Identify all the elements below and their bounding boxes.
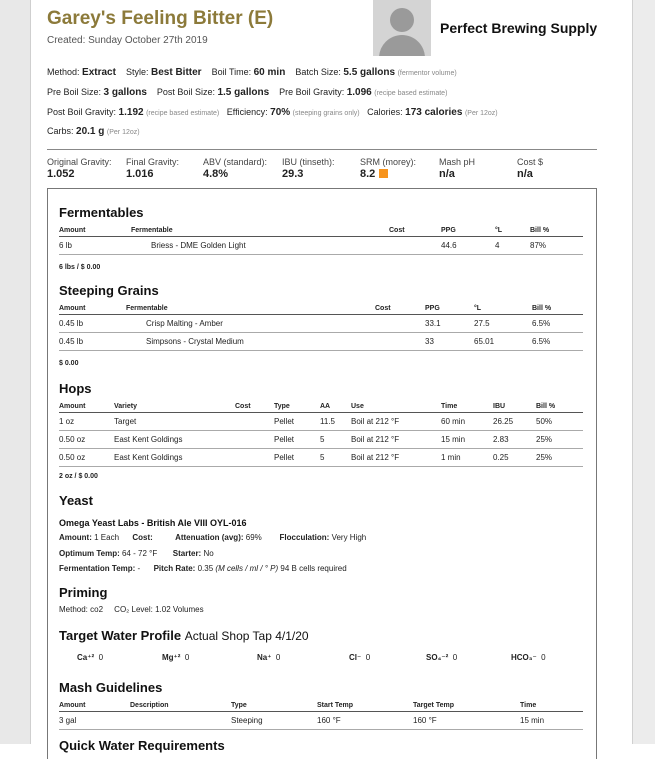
meta-line-3 — [47, 107, 498, 118]
ion-bicarbonate — [511, 653, 546, 662]
description-cell — [130, 712, 231, 730]
time-cell: 60 min — [441, 413, 493, 431]
cost-cell — [235, 431, 274, 449]
column-header: Time — [520, 699, 583, 712]
stat-label: Cost $ — [517, 157, 544, 167]
bill-cell: 6.5% — [532, 315, 583, 333]
stat-label: IBU (tinseth): — [282, 157, 335, 167]
stat-cost — [517, 157, 543, 180]
amount-cell: 0.45 lb — [59, 315, 126, 333]
column-header: Amount — [59, 302, 126, 315]
table-row — [59, 712, 583, 730]
mash-guidelines-title: Mash Guidelines — [59, 680, 163, 695]
priming-method-label: Method: — [59, 605, 88, 614]
use-cell: Boil at 212 °F — [351, 413, 441, 431]
fermentable-cell: Briess - DME Golden Light — [131, 237, 389, 255]
stat-original-gravity — [47, 157, 112, 180]
pitch-rate-units: (M cells / ml / ° P) — [215, 564, 279, 573]
use-cell: Boil at 212 °F — [351, 431, 441, 449]
stat-value: 8.2 — [360, 168, 376, 180]
column-header: Type — [231, 699, 317, 712]
cost-cell — [235, 413, 274, 431]
post-boil-gravity-value: 1.192 — [118, 107, 144, 118]
steeping-grains-title: Steeping Grains — [59, 283, 159, 298]
column-header: Fermentable — [131, 224, 389, 237]
ion-magnesium — [162, 653, 189, 662]
column-header: PPG — [441, 224, 495, 237]
stat-srm — [360, 157, 416, 180]
batch-size-label: Batch Size: — [295, 67, 341, 77]
stat-value: 29.3 — [282, 168, 304, 180]
optimum-temp-label: Optimum Temp: — [59, 549, 120, 558]
time-cell: 15 min — [520, 712, 583, 730]
variety-cell: East Kent Goldings — [114, 449, 235, 467]
table-header-row — [59, 302, 583, 315]
ion-value: 0 — [184, 653, 190, 662]
ion-label: Na⁺ — [257, 653, 272, 662]
hops-table — [59, 400, 583, 467]
column-header: °L — [495, 224, 530, 237]
amount-cell: 1 oz — [59, 413, 114, 431]
bill-cell: 87% — [530, 237, 583, 255]
table-row — [59, 431, 583, 449]
yeast-line-2 — [59, 549, 214, 558]
starter-value: No — [203, 549, 214, 558]
yeast-line-3 — [59, 564, 347, 573]
recipe-details-box — [47, 188, 597, 759]
pre-boil-gravity-note: (recipe based estimate) — [374, 90, 448, 97]
stat-label: Original Gravity: — [47, 157, 112, 167]
time-cell: 15 min — [441, 431, 493, 449]
column-header: Description — [130, 699, 231, 712]
stat-value: 4.8% — [203, 168, 229, 180]
fermentation-temp-value: - — [137, 564, 141, 573]
steeping-grains-table — [59, 302, 583, 351]
fermentables-table — [59, 224, 583, 255]
efficiency-value: 70% — [270, 107, 291, 118]
start-temp-cell: 160 °F — [317, 712, 413, 730]
time-cell: 1 min — [441, 449, 493, 467]
pitch-rate-required: 94 B cells required — [280, 564, 347, 573]
amount-cell: 6 lb — [59, 237, 131, 255]
efficiency-note: (steeping grains only) — [292, 110, 360, 117]
fermentables-summary: 6 lbs / $ 0.00 — [59, 264, 101, 271]
ppg-cell: 44.6 — [441, 237, 495, 255]
calories-note: (Per 12oz) — [464, 110, 498, 117]
hops-title: Hops — [59, 381, 92, 396]
amount-cell: 3 gal — [59, 712, 130, 730]
carbs-note: (Per 12oz) — [106, 129, 140, 136]
table-header-row — [59, 224, 583, 237]
column-header: Bill % — [536, 400, 583, 413]
pre-boil-size-label: Pre Boil Size: — [47, 87, 102, 97]
ion-label: Cl⁻ — [349, 653, 362, 662]
calories-value: 173 calories — [405, 107, 463, 118]
pre-boil-gravity-label: Pre Boil Gravity: — [279, 87, 345, 97]
fermentable-cell: Crisp Malting - Amber — [126, 315, 375, 333]
column-header: IBU — [493, 400, 536, 413]
yeast-line-1 — [59, 533, 366, 542]
avatar — [373, 0, 431, 56]
aa-cell: 5 — [320, 449, 351, 467]
amount-label: Amount: — [59, 533, 92, 542]
aa-cell: 5 — [320, 431, 351, 449]
aa-cell: 11.5 — [320, 413, 351, 431]
variety-cell: East Kent Goldings — [114, 431, 235, 449]
cost-label: Cost: — [132, 533, 153, 542]
stat-value: n/a — [439, 168, 455, 180]
ion-label: SO₄⁻² — [426, 653, 449, 662]
column-header: Time — [441, 400, 493, 413]
boil-time-label: Boil Time: — [211, 67, 252, 77]
ibu-cell: 2.83 — [493, 431, 536, 449]
co2-level-label: CO₂ Level: — [114, 605, 153, 614]
meta-line-4 — [47, 126, 140, 137]
method-label: Method: — [47, 67, 80, 77]
stat-value: 1.016 — [126, 168, 154, 180]
priming-line — [59, 605, 204, 614]
pitch-rate-value: 0.35 — [197, 564, 214, 573]
ion-sulfate — [426, 653, 457, 662]
stat-mash-ph — [439, 157, 475, 180]
bill-cell: 25% — [536, 449, 583, 467]
post-boil-size-label: Post Boil Size: — [156, 87, 215, 97]
style-label: Style: — [125, 67, 149, 77]
stat-label: Mash pH — [439, 157, 476, 167]
pre-boil-size-value: 3 gallons — [103, 87, 147, 98]
table-row — [59, 449, 583, 467]
ion-label: Mg⁺² — [162, 653, 181, 662]
method-value: Extract — [82, 67, 116, 78]
ion-value: 0 — [98, 653, 104, 662]
yeast-name: Omega Yeast Labs - British Ale VIII OYL-016 — [59, 518, 247, 528]
meta-line-2 — [47, 87, 447, 98]
column-header: Type — [274, 400, 320, 413]
column-header: Amount — [59, 699, 130, 712]
table-row — [59, 333, 583, 351]
mash-guidelines-table — [59, 699, 583, 730]
use-cell: Boil at 212 °F — [351, 449, 441, 467]
cost-cell — [389, 237, 441, 255]
column-header: Cost — [375, 302, 425, 315]
pitch-rate-label: Pitch Rate: — [153, 564, 196, 573]
ion-value: 0 — [541, 653, 546, 662]
batch-size-value: 5.5 gallons — [343, 67, 396, 78]
table-row — [59, 237, 583, 255]
calories-label: Calories: — [367, 107, 403, 117]
recipe-title: Garey's Feeling Bitter (E) — [47, 8, 274, 29]
bill-cell: 25% — [536, 431, 583, 449]
column-header: Fermentable — [126, 302, 375, 315]
variety-cell: Target — [114, 413, 235, 431]
next-section-title: Quick Water Requirements — [59, 738, 225, 753]
table-header-row — [59, 400, 583, 413]
pre-boil-gravity-value: 1.096 — [346, 87, 372, 98]
column-header: Start Temp — [317, 699, 413, 712]
srm-color-swatch — [379, 169, 388, 178]
post-boil-size-value: 1.5 gallons — [217, 87, 270, 98]
lovibond-cell: 65.01 — [474, 333, 532, 351]
boil-time-value: 60 min — [253, 67, 286, 78]
efficiency-label: Efficiency: — [226, 107, 268, 117]
column-header: Cost — [235, 400, 274, 413]
type-cell: Steeping — [231, 712, 317, 730]
column-header: Bill % — [530, 224, 583, 237]
column-header: Target Temp — [413, 699, 520, 712]
co2-level-value: 1.02 Volumes — [155, 605, 204, 614]
water-profile-title — [59, 628, 309, 643]
priming-method-value: co2 — [90, 605, 104, 614]
column-header: °L — [474, 302, 532, 315]
amount-value: 1 Each — [94, 533, 120, 542]
ion-value: 0 — [275, 653, 281, 662]
hops-summary: 2 oz / $ 0.00 — [59, 473, 98, 480]
stat-label: ABV (standard): — [203, 157, 268, 167]
priming-title: Priming — [59, 585, 108, 600]
stat-value: n/a — [517, 168, 533, 180]
stat-abv — [203, 157, 267, 180]
cost-cell — [375, 333, 425, 351]
column-header: Amount — [59, 224, 131, 237]
water-profile-name: Actual Shop Tap 4/1/20 — [184, 629, 309, 643]
target-temp-cell: 160 °F — [413, 712, 520, 730]
created-date: Created: Sunday October 27th 2019 — [47, 35, 208, 46]
attenuation-value: 69% — [245, 533, 262, 542]
type-cell: Pellet — [274, 413, 320, 431]
stat-label: Final Gravity: — [126, 157, 180, 167]
meta-line-1 — [47, 67, 457, 78]
ion-chloride — [349, 653, 370, 662]
style-value: Best Bitter — [151, 67, 202, 78]
ppg-cell: 33 — [425, 333, 474, 351]
column-header: Cost — [389, 224, 441, 237]
flocculation-value: Very High — [331, 533, 367, 542]
amount-cell: 0.50 oz — [59, 449, 114, 467]
post-boil-gravity-label: Post Boil Gravity: — [47, 107, 117, 117]
ion-label: HCO₃⁻ — [511, 653, 537, 662]
amount-cell: 0.50 oz — [59, 431, 114, 449]
fermentation-temp-label: Fermentation Temp: — [59, 564, 136, 573]
ibu-cell: 26.25 — [493, 413, 536, 431]
ion-label: Ca⁺² — [77, 653, 95, 662]
ppg-cell: 33.1 — [425, 315, 474, 333]
lovibond-cell: 27.5 — [474, 315, 532, 333]
column-header: PPG — [425, 302, 474, 315]
post-boil-gravity-note: (recipe based estimate) — [146, 110, 220, 117]
left-page-edge — [0, 0, 31, 744]
cost-cell — [235, 449, 274, 467]
fermentable-cell: Simpsons - Crystal Medium — [126, 333, 375, 351]
column-header: Bill % — [532, 302, 583, 315]
table-row — [59, 315, 583, 333]
avatar-head-icon — [390, 8, 414, 32]
column-header: Use — [351, 400, 441, 413]
avatar-body-icon — [379, 35, 425, 56]
table-header-row — [59, 699, 583, 712]
water-profile-heading: Target Water Profile — [59, 628, 182, 643]
column-header: Variety — [114, 400, 235, 413]
type-cell: Pellet — [274, 431, 320, 449]
flocculation-label: Flocculation: — [279, 533, 330, 542]
ion-value: 0 — [365, 653, 371, 662]
ion-sodium — [257, 653, 280, 662]
type-cell: Pellet — [274, 449, 320, 467]
column-header: Amount — [59, 400, 114, 413]
divider — [47, 149, 597, 150]
optimum-temp-value: 64 - 72 °F — [121, 549, 158, 558]
starter-label: Starter: — [172, 549, 202, 558]
carbs-label: Carbs: — [47, 126, 74, 136]
cost-cell — [375, 315, 425, 333]
lovibond-cell: 4 — [495, 237, 530, 255]
bill-cell: 50% — [536, 413, 583, 431]
attenuation-label: Attenuation (avg): — [175, 533, 244, 542]
ion-calcium — [77, 653, 103, 662]
stat-ibu — [282, 157, 335, 180]
ibu-cell: 0.25 — [493, 449, 536, 467]
stat-value: 1.052 — [47, 168, 75, 180]
bill-cell: 6.5% — [532, 333, 583, 351]
brand-name: Perfect Brewing Supply — [440, 20, 598, 36]
fermentables-title: Fermentables — [59, 205, 144, 220]
yeast-title: Yeast — [59, 493, 93, 508]
amount-cell: 0.45 lb — [59, 333, 126, 351]
right-page-edge — [632, 0, 655, 744]
table-row — [59, 413, 583, 431]
steeping-grains-summary: $ 0.00 — [59, 360, 79, 367]
batch-size-note: (fermentor volume) — [397, 70, 457, 77]
ion-value: 0 — [452, 653, 458, 662]
carbs-value: 20.1 g — [76, 126, 105, 137]
stat-final-gravity — [126, 157, 179, 180]
stat-label: SRM (morey): — [360, 157, 416, 167]
column-header: AA — [320, 400, 351, 413]
